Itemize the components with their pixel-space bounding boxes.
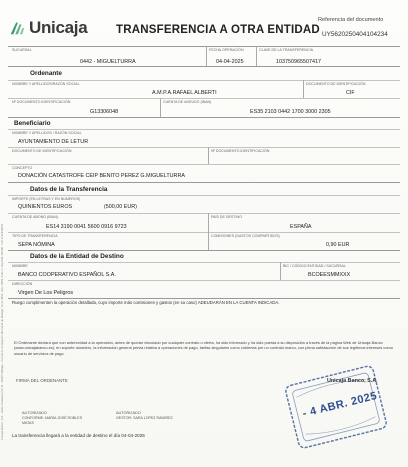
bic-value: BCOEESMMXXX (308, 272, 351, 278)
bank-signature: Unicaja Banco, S.A. (327, 378, 378, 384)
cuenta-abono-value: ES14 3190 0041 5600 0916 9723 (46, 224, 127, 230)
footer-text: La transferencia llegará a la entidad de destino el día 04-04-2025 (12, 433, 145, 438)
autorizado1-name: MATAS (22, 421, 34, 425)
concepto-label: CONCEPTO (12, 166, 33, 170)
autorizado1-role: CONFORME: MARÍA JOSÉ ROBLES (22, 416, 83, 420)
ordenante-name: A.M.P.A.RAFAEL ALBERTI (152, 90, 217, 96)
unicaja-logo (8, 18, 87, 38)
fecha-value: 04-04-2025 (216, 59, 244, 65)
brand-name: Unicaja (29, 18, 88, 37)
ordenante-cuenta: ES35 2103 0442 1700 3000 2305 (250, 109, 331, 115)
comisiones-label: COMISIONES (GASTOS COMPARTIDOS) (211, 234, 280, 238)
beneficiario-doc-label: DOCUMENTO DE IDENTIFICACIÓN (12, 149, 72, 153)
side-legal-text: Unicaja Banco, S.A. - Avda. Andalucía 10-12 - 29007 Málaga - Inscrita en el Registro Mercantil de Málaga, Tomo 4952, Libro 3859, Folio 1, Hoja MA-111580 - CIF A-93139053 (0, 223, 4, 440)
importe-numero: (500,00 EUR) (104, 204, 137, 210)
autorizado2-role: GESTOR: SARA LOPEZ RAMIREZ (116, 416, 173, 420)
ordenante-num-label: Nº DOCUMENTO IDENTIFICACIÓN (12, 100, 71, 104)
document-title: TRANSFERENCIA A OTRA ENTIDAD (116, 24, 320, 36)
beneficiario-name: AYUNTAMIENTO DE LETUR (18, 139, 89, 145)
direccion-label: DIRECCIÓN (12, 282, 33, 286)
bank-stamp (281, 361, 391, 452)
direccion-value: Virgen De Los Peligros (18, 290, 74, 296)
transferencia-title: Datos de la Transferencia (30, 186, 108, 193)
sucursal-value: 0442 - MIGUELTURRA (80, 59, 136, 65)
tipo-value: SEPA NÓMINA (18, 242, 55, 248)
concepto-value: DONACIÓN CATASTROFE CEIP BENITO PEREZ G.MIGUELTURRA (18, 173, 185, 179)
beneficiario-title: Beneficiario (14, 120, 51, 127)
clave-value: 103750965507417 (276, 59, 321, 65)
clave-label: CLAVE DE LA TRANSFERENCIA (259, 48, 313, 52)
importe-label: IMPORTE (EN LETRAS Y EN NÚMEROS) (12, 197, 81, 201)
cuenta-abono-label: CUENTA DE ABONO (IBAN) (12, 215, 58, 219)
ordenante-num: G13306048 (90, 109, 119, 115)
unicaja-logo-icon (8, 19, 26, 37)
legal-text: El Ordenante declara que con anterioridad a la operación, antes de quedar vinculado por cualquier contrato u oferta, ha sido informado y ha sido puesta a su disposición a través de la página Web de Unicaja Banco (www.unicajabanco.es), en soporte duradero, la información general previa relativa a operaciones de pago, tarifas singulares como cubiertas por un contrato marco, con plena satisfacción de sus legítimos intereses como usuario de servicios de pago. (14, 340, 393, 356)
ordenante-name-label: NOMBRE Y APELLIDOS/RAZÓN SOCIAL (12, 82, 80, 86)
reference-label: Referencia del documento (318, 17, 384, 23)
ordenante-doc-label: DOCUMENTO DE IDENTIFICACIÓN (306, 82, 366, 86)
bic-label: BIC / CÓDIGO ENTIDAD / SUCURSAL (283, 264, 346, 268)
entidad-nombre: BANCO COOPERATIVO ESPAÑOL S.A. (18, 272, 116, 278)
tipo-label: TIPO DE TRANSFERENCIA (12, 234, 58, 238)
reference-value: UY5620250404104234 (322, 31, 388, 38)
entidad-nombre-label: NOMBRE (12, 264, 28, 268)
importe-letras: QUINIENTOS EUROS (18, 204, 73, 210)
beneficiario-num-label: Nº DOCUMENTO IDENTIFICACIÓN (211, 149, 270, 153)
autorizado1-label: AUTORIZADO (22, 411, 47, 415)
pais-label: PAÍS DE DESTINO (211, 215, 242, 219)
ordenante-cuenta-label: CUENTA DE ADEUDO (IBAN) (163, 100, 212, 104)
autorizado2-label: AUTORIZADO (116, 411, 141, 415)
entidad-title: Datos de la Entidad de Destino (30, 253, 124, 260)
pais-value: ESPAÑA (290, 224, 312, 230)
stamp-date: - 4 ABR. 2025 (301, 389, 379, 421)
fecha-label: FECHA OPERACIÓN (209, 48, 244, 52)
beneficiario-name-label: NOMBRE Y APELLIDOS / RAZÓN SOCIAL (12, 131, 82, 135)
ruego-text: Ruego cumplimenten la operación detallada, cuyo importe más comisiones y gastos (en su caso) ADEUDARÁN EN LA CUENTA INDICADA. (12, 300, 280, 305)
comisiones-value: 0,90 EUR (326, 242, 350, 248)
ordenante-title: Ordenante (30, 70, 62, 77)
ordenante-doc: CIF (346, 90, 355, 96)
sucursal-label: SUCURSAL (12, 48, 32, 52)
firma-ordenante-label: FIRMA DEL ORDENANTE (16, 378, 68, 383)
